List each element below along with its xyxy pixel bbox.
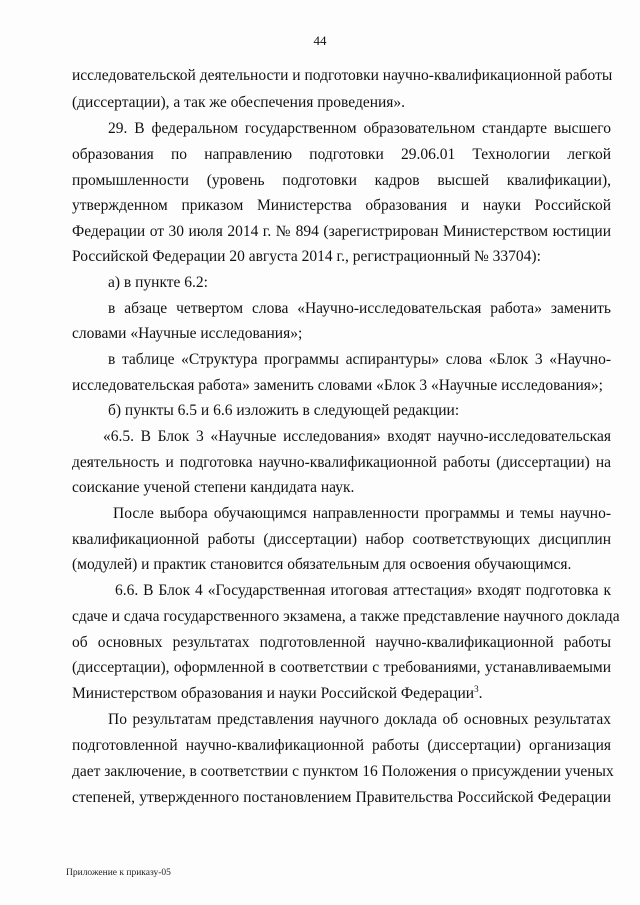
line-end-period: . xyxy=(478,685,483,702)
page-footer: Приложение к приказу-05 xyxy=(66,868,171,878)
page-number: 44 xyxy=(313,33,327,48)
footnote-marker: 3 xyxy=(474,683,479,694)
text-line: После выбора обучающимся направленности программы и темы научно- xyxy=(113,505,611,522)
text-line: в таблице «Структура программы аспирантуры» слова «Блок 3 «Научно- xyxy=(108,351,611,368)
text-line: в абзаце четвертом слова «Научно-исследовательская работа» заменить xyxy=(108,300,611,317)
text-line: утвержденном приказом Министерства образования и науки Российской xyxy=(72,197,611,214)
text-line: 6.6. В Блок 4 «Государственная итоговая аттестация» входят подготовка к xyxy=(115,582,611,599)
text-line: подготовленной научно-квалификационной работы (диссертации) организация xyxy=(72,737,611,754)
text-line: 29. В федеральном государственном образовательном стандарте высшего xyxy=(108,120,611,137)
text-line: квалификационной работы (диссертации) набор соответствующих дисциплин xyxy=(72,531,611,548)
text-line: исследовательской деятельности и подготовки научно-квалификационной работы xyxy=(72,67,613,84)
text-line: соискание ученой степени кандидата наук. xyxy=(72,479,355,496)
text-line: а) в пункте 6.2: xyxy=(108,274,208,291)
text-line-body: Министерством образования и науки Российской Федерации xyxy=(72,685,475,702)
text-line: промышленности (уровень подготовки кадров высшей квалификации), xyxy=(72,172,611,189)
text-line: По результатам представления научного доклада об основных результатах xyxy=(108,711,611,728)
text-line xyxy=(72,685,482,703)
text-line: «6.5. В Блок 3 «Научные исследования» входят научно-исследовательская xyxy=(103,428,611,445)
text-line: (диссертации), оформленной в соответствии с требованиями, устанавливаемыми xyxy=(72,659,611,676)
text-line: дает заключение, в соответствии с пунктом 16 Положения о присуждении ученых xyxy=(72,763,614,780)
text-line: степеней, утвержденного постановлением Правительства Российской Федерации xyxy=(72,789,611,806)
text-line: сдаче и сдача государственного экзамена, а также представление научного доклада xyxy=(72,608,620,625)
text-line: об основных результатах подготовленной научно-квалификационной работы xyxy=(72,634,611,651)
text-line: Российской Федерации 20 августа 2014 г., регистрационный № 33704): xyxy=(72,248,541,265)
text-line: образования по направлению подготовки 29.06.01 Технологии легкой xyxy=(72,146,611,163)
text-line: словами «Научные исследования»; xyxy=(72,325,303,342)
text-line: деятельность и подготовка научно-квалификационной работы (диссертации) на xyxy=(72,454,611,471)
text-line: б) пункты 6.5 и 6.6 изложить в следующей редакции: xyxy=(108,402,460,419)
text-line: (модулей) и практик становится обязательным для освоения обучающимся. xyxy=(72,556,572,573)
text-line: (диссертации), а так же обеспечения проведения». xyxy=(72,94,406,111)
text-line: Федерации от 30 июля 2014 г. № 894 (зарегистрирован Министерством юстиции xyxy=(72,223,611,240)
text-line: исследовательская работа» заменить словами «Блок 3 «Научные исследования»; xyxy=(72,377,603,394)
